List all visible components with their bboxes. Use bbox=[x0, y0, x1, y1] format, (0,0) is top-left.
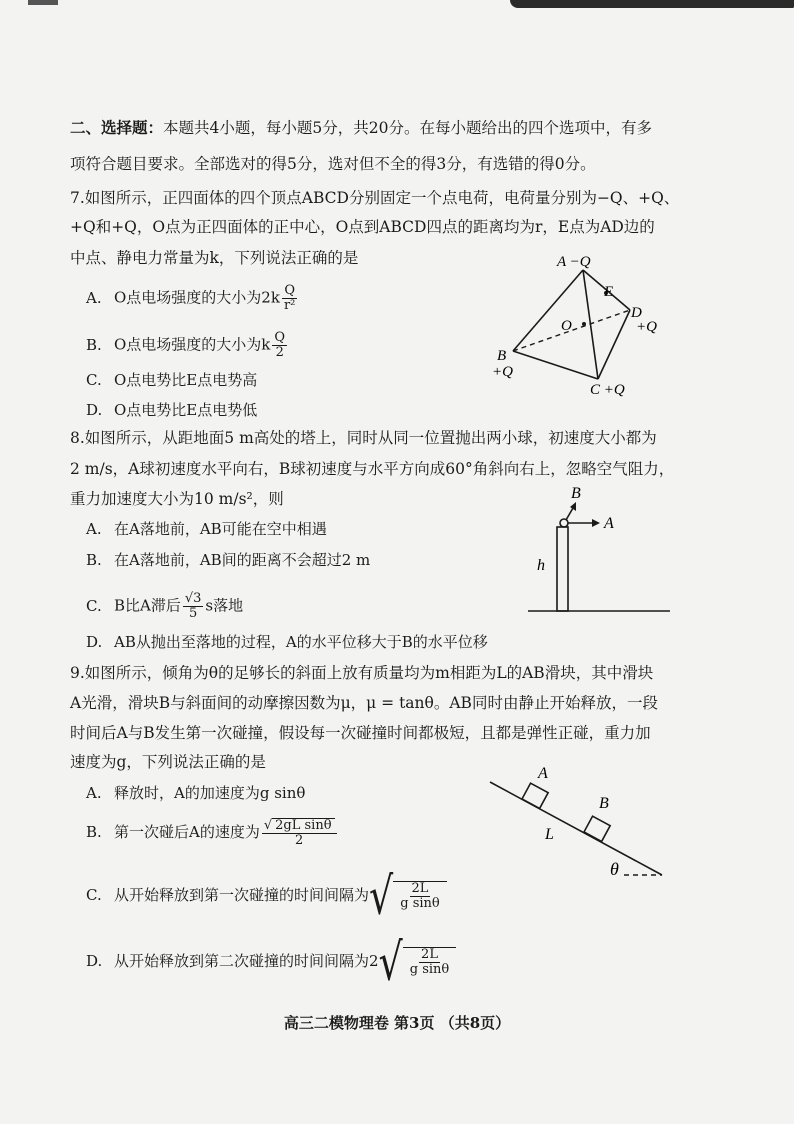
q9-option-b: B. 第一次碰后A的速度为 √ 2gL sinθ 2 bbox=[86, 818, 339, 848]
point-o bbox=[582, 322, 586, 326]
q9-stem-1: 9.如图所示，倾角为θ的足够长的斜面上放有质量均为m相距为L的AB滑块，其中滑块 bbox=[70, 664, 654, 682]
q7-option-a: A. O点电场强度的大小为2k $\frac{Q}{\text{r²}}$ bbox=[86, 283, 296, 313]
q8-c-fraction: $\frac{√3}{5}$ bbox=[184, 591, 202, 621]
label-c: C +Q bbox=[590, 382, 625, 398]
q8-option-d: D. AB从抛出至落地的过程，A的水平位移大于B的水平位移 bbox=[86, 633, 488, 651]
label-e: E bbox=[604, 284, 614, 300]
q8-stem-1: 8.如图所示，从距地面5 m高处的塔上，同时从同一位置抛出两小球，初速度大小都为 bbox=[70, 429, 657, 447]
q7-a-fraction: $\frac{Q}{\text{r²}}$ bbox=[283, 283, 296, 313]
section-heading: 二、选择题： bbox=[70, 118, 164, 137]
q7-stem-3: 中点、静电力常量为k，下列说法正确的是 bbox=[70, 249, 359, 267]
q9-stem-3: 时间后A与B发生第一次碰撞，假设每一次碰撞时间都极短，且都是弹性正碰，重力加 bbox=[70, 724, 651, 742]
edge-cd bbox=[598, 310, 630, 379]
tower bbox=[557, 527, 568, 611]
label-h: h bbox=[537, 557, 545, 574]
q7-tetrahedron-figure bbox=[480, 250, 680, 400]
incline-surface bbox=[490, 782, 662, 875]
q7-stem-1: 7.如图所示，正四面体的四个顶点ABCD分别固定一个点电荷，电荷量分别为−Q、+Q、 bbox=[70, 189, 680, 207]
q9-b-fraction: √ 2gL sinθ 2 bbox=[262, 818, 337, 848]
q8-stem-2: 2 m/s，A球初速度水平向右，B球初速度与水平方向成60°角斜向右上，忽略空气阻力， bbox=[70, 460, 675, 478]
velocity-b bbox=[566, 508, 573, 520]
label-d: D bbox=[631, 305, 642, 321]
block-b bbox=[584, 816, 610, 841]
label-b: B bbox=[497, 348, 507, 364]
velocity-a-arrowhead bbox=[592, 519, 600, 527]
q8-option-b: B. 在A落地前，AB间的距离不会超过2 m bbox=[86, 551, 371, 569]
velocity-b-arrowhead bbox=[570, 502, 576, 511]
q9-d-sqrt: √ $\frac{2L}{\text{g sinθ}}$ bbox=[379, 942, 457, 982]
edge-bc bbox=[513, 351, 598, 379]
q7-b-fraction: $\frac{Q}{2}$ bbox=[274, 330, 286, 360]
block-a bbox=[522, 783, 548, 808]
label-d-charge: +Q bbox=[636, 319, 657, 335]
label-l: L bbox=[545, 826, 554, 843]
section-instructions-2: 项符合题目要求。全部选对的得5分，选对但不全的得3分，有选错的得0分。 bbox=[70, 155, 596, 173]
label-theta: θ bbox=[610, 859, 619, 879]
label-b-charge: +Q bbox=[492, 364, 513, 380]
label-a: A −Q bbox=[557, 254, 591, 270]
q9-option-d: D. 从开始释放到第二次碰撞的时间间隔为2 √ $\frac{2L}{\text{g sinθ}}$ bbox=[86, 942, 456, 982]
label-b: B bbox=[599, 795, 609, 812]
label-a: A bbox=[604, 515, 614, 532]
q9-option-c: C. 从开始释放到第一次碰撞的时间间隔为 √ $\frac{2L}{\text{g sinθ}}$ bbox=[86, 876, 447, 916]
q9-incline-figure bbox=[484, 760, 684, 890]
q9-c-sqrt: √ $\frac{2L}{\text{g sinθ}}$ bbox=[369, 876, 447, 916]
q7-option-d: D. O点电势比E点电势低 bbox=[86, 401, 258, 419]
q9-option-a: A. 释放时，A的加速度为g sinθ bbox=[86, 784, 306, 802]
q8-option-c: C. B比A滞后 $\frac{√3}{5}$ s落地 bbox=[86, 591, 244, 621]
q8-tower-figure bbox=[520, 480, 680, 620]
q8-stem-3: 重力加速度大小为10 m/s²，则 bbox=[70, 490, 284, 508]
label-o: O bbox=[561, 318, 572, 334]
q9-stem-2: A光滑，滑块B与斜面间的动摩擦因数为μ，μ = tanθ。AB同时由静止开始释放，一段 bbox=[70, 694, 658, 712]
page-footer: 高三二模物理卷 第3页 （共8页） bbox=[283, 1014, 511, 1032]
q7-stem-2: +Q和+Q，O点为正四面体的正中心，O点到ABCD四点的距离均为r，E点为AD边的 bbox=[70, 218, 655, 236]
q7-option-c: C. O点电势比E点电势高 bbox=[86, 371, 258, 389]
section-instructions: 本题共4小题，每小题5分，共20分。在每小题给出的四个选项中，有多 bbox=[163, 119, 652, 137]
q7-option-b: B. O点电场强度的大小为k $\frac{Q}{2}$ bbox=[86, 330, 286, 360]
q9-stem-4: 速度为g，下列说法正确的是 bbox=[70, 753, 266, 771]
section-heading-line bbox=[70, 118, 652, 138]
label-b: B bbox=[571, 485, 581, 502]
q8-option-a: A. 在A落地前，AB可能在空中相遇 bbox=[86, 520, 327, 538]
label-a: A bbox=[538, 765, 548, 782]
